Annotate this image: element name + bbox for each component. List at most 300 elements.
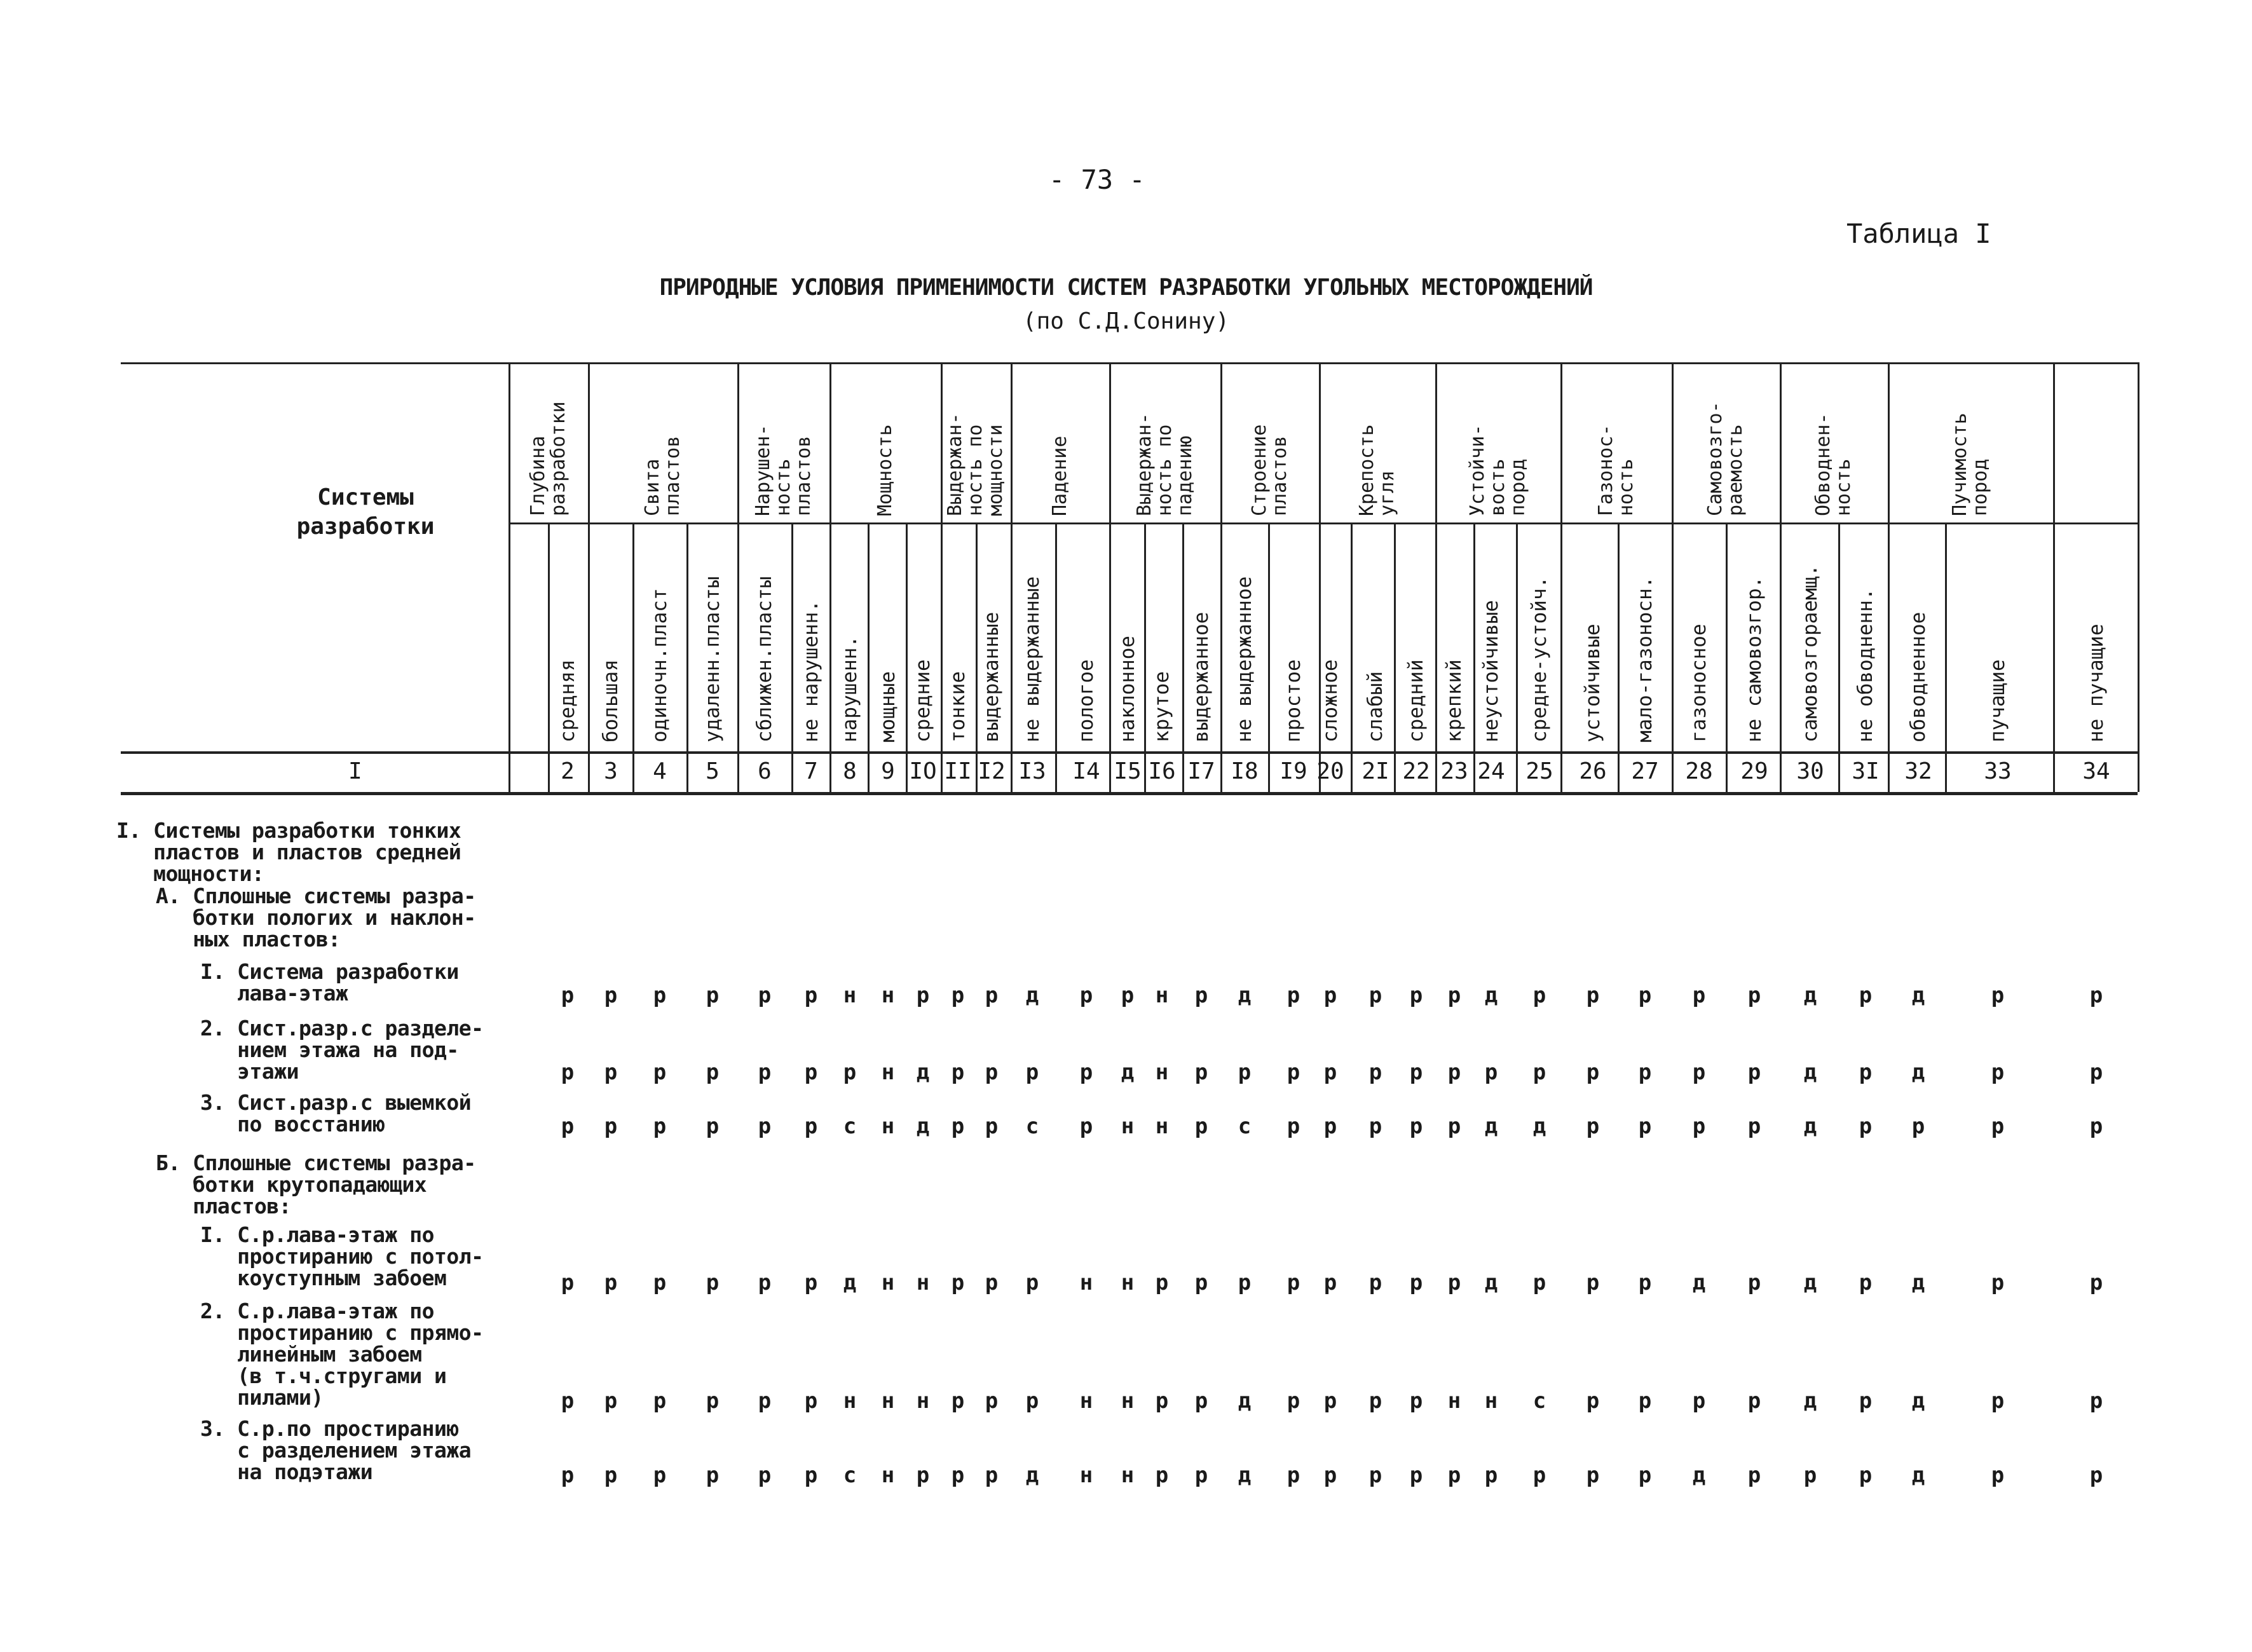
table-cell: р [1638, 983, 1652, 1008]
table-cell: д [916, 1114, 930, 1139]
table-cell: д [1692, 1270, 1706, 1295]
table-cell: д [916, 1060, 930, 1085]
sub-header: неустойчивые [1480, 600, 1503, 742]
table-cell: р [1155, 1463, 1169, 1488]
table-cell: р [1532, 1060, 1546, 1085]
column-number: I5 [1114, 758, 1142, 784]
table-cell: р [1194, 1060, 1208, 1085]
column-divider [1838, 522, 1840, 792]
table-cell: н [843, 1388, 857, 1414]
group-header: Газонос- ность [1594, 424, 1637, 516]
row-label: 3. С.р.по простиранию с разделением этажа на подэтажи [200, 1416, 472, 1484]
table-cell: р [1803, 1463, 1817, 1488]
table-cell: р [1194, 1114, 1208, 1139]
table-subtitle: (по С.Д.Сонину) [1022, 308, 1230, 334]
table-cell: р [1368, 1270, 1382, 1295]
column-divider [1394, 522, 1396, 792]
group-header: Свита пластов [641, 435, 684, 516]
sub-header: средний [1405, 659, 1428, 742]
table-cell: р [561, 1388, 575, 1414]
table-cell: р [758, 983, 772, 1008]
column-number: 6 [758, 758, 772, 784]
table-cell: д [1803, 1060, 1817, 1085]
table-cell: д [1803, 1114, 1817, 1139]
table-cell: р [2089, 1270, 2103, 1295]
group-header: Строение пластов [1248, 424, 1291, 516]
table-cell: р [1747, 1388, 1761, 1414]
column-divider [1435, 362, 1437, 792]
column-divider [1945, 522, 1947, 792]
column-number: I7 [1187, 758, 1215, 784]
table-cell: р [1484, 1463, 1498, 1488]
table-cell: р [758, 1270, 772, 1295]
table-cell: р [2089, 1463, 2103, 1488]
sub-header: сближен.пласты [753, 576, 776, 742]
table-cell: н [1447, 1388, 1461, 1414]
table-cell: р [916, 1463, 930, 1488]
page-number: - 73 - [1049, 164, 1145, 195]
column-divider [548, 522, 550, 792]
table-cell: р [604, 1463, 618, 1488]
table-cell: р [1409, 1114, 1423, 1139]
table-cell: р [1638, 1463, 1652, 1488]
table-cell: н [843, 983, 857, 1008]
sub-header: средне-устойч. [1528, 576, 1551, 742]
group-header: Устойчи- вость пород [1466, 424, 1529, 516]
table-cell: р [1368, 1060, 1382, 1085]
table-cell: р [1194, 1388, 1208, 1414]
sub-header: сложное [1319, 659, 1342, 742]
table-cell: н [1079, 1463, 1093, 1488]
table-cell: р [1692, 983, 1706, 1008]
table-cell: р [1859, 1114, 1873, 1139]
table-cell: р [1079, 983, 1093, 1008]
column-divider [1516, 522, 1518, 792]
table-cell: р [706, 1060, 720, 1085]
table-cell: с [1025, 1114, 1039, 1139]
table-label: Таблица I [1846, 218, 1991, 249]
column-divider [829, 362, 831, 792]
column-divider [2138, 362, 2139, 792]
sub-header: одиночн.пласт [648, 588, 671, 742]
table-cell: р [1859, 1060, 1873, 1085]
table-cell: д [1484, 983, 1498, 1008]
column-number: 9 [881, 758, 895, 784]
column-number: 27 [1631, 758, 1659, 784]
table-cell: р [951, 1060, 965, 1085]
table-cell: р [1025, 1270, 1039, 1295]
sub-header: средняя [556, 659, 579, 742]
sub-header: большая [599, 659, 622, 742]
group-header: Нарушен- ность пластов [751, 424, 815, 516]
table-cell: р [706, 1388, 720, 1414]
column-divider [632, 522, 634, 792]
table-cell: р [1323, 1388, 1337, 1414]
table-cell: д [1532, 1114, 1546, 1139]
column-divider [941, 362, 943, 792]
table-cell: р [1859, 1388, 1873, 1414]
sub-header: крутое [1150, 671, 1173, 742]
table-cell: н [881, 1388, 895, 1414]
column-number: 2I [1361, 758, 1389, 784]
table-cell: р [706, 1270, 720, 1295]
sub-header: газоносное [1688, 624, 1710, 742]
table-cell: р [1155, 1388, 1169, 1414]
column-number: I9 [1280, 758, 1307, 784]
table-cell: д [1692, 1463, 1706, 1488]
table-cell: р [1532, 983, 1546, 1008]
table-cell: р [1194, 1270, 1208, 1295]
table-cell: р [653, 983, 667, 1008]
table-cell: р [1286, 1060, 1300, 1085]
table-cell: н [1155, 983, 1169, 1008]
sub-header: мощные [877, 671, 899, 742]
table-cell: р [1155, 1270, 1169, 1295]
table-cell: р [706, 1114, 720, 1139]
table-cell: р [1991, 1463, 2005, 1488]
table-cell: р [1121, 983, 1135, 1008]
column-divider [1055, 522, 1057, 792]
table-cell: р [1447, 983, 1461, 1008]
numbers-bottom-rule [121, 792, 2138, 795]
column-divider [1888, 362, 1890, 792]
column-divider [1268, 522, 1270, 792]
table-cell: р [1747, 983, 1761, 1008]
group-header: Падение [1048, 435, 1071, 516]
row-label: I. С.р.лава-этаж по простиранию с потол- коуступным забоем [200, 1222, 484, 1290]
column-number: 28 [1685, 758, 1713, 784]
table-cell: р [1447, 1463, 1461, 1488]
sub-header: самовозгораемщ. [1799, 564, 1822, 742]
table-cell: р [951, 1270, 965, 1295]
table-cell: р [1286, 1270, 1300, 1295]
column-divider [1182, 522, 1184, 792]
sub-header: выдержанное [1190, 611, 1213, 742]
group-rule [508, 522, 2138, 524]
group-header: Самовозго- раемость [1704, 401, 1747, 516]
table-cell: р [1747, 1463, 1761, 1488]
table-cell: р [1859, 983, 1873, 1008]
table-cell: р [706, 983, 720, 1008]
table-cell: р [1991, 1270, 2005, 1295]
table-cell: р [1586, 1270, 1600, 1295]
table-cell: р [2089, 1388, 2103, 1414]
table-cell: р [1368, 983, 1382, 1008]
column-number: 7 [804, 758, 818, 784]
table-cell: с [1532, 1388, 1546, 1414]
sub-header: наклонное [1116, 636, 1139, 742]
column-number: 30 [1796, 758, 1824, 784]
column-divider [1618, 522, 1620, 792]
sub-header: не выдержанные [1021, 576, 1044, 742]
table-cell: р [1409, 1388, 1423, 1414]
table-cell: р [1532, 1270, 1546, 1295]
column-number: 26 [1579, 758, 1607, 784]
table-cell: р [804, 1060, 818, 1085]
table-cell: р [1286, 1114, 1300, 1139]
column-divider [791, 522, 793, 792]
table-cell: р [1025, 1388, 1039, 1414]
column-number: I8 [1231, 758, 1259, 784]
row-label: 2. Сист.разр.с разделе- нием этажа на под- этажи [200, 1016, 484, 1084]
table-cell: р [561, 983, 575, 1008]
column-number: I [348, 758, 362, 784]
column-divider [1726, 522, 1728, 792]
table-cell: р [1638, 1114, 1652, 1139]
table-cell: р [951, 1463, 965, 1488]
table-cell: р [653, 1270, 667, 1295]
column-divider [1109, 362, 1111, 792]
header-bottom-rule [121, 751, 2138, 754]
column-divider [868, 522, 870, 792]
table-cell: р [1859, 1463, 1873, 1488]
group-header: Обводнен- ность [1812, 413, 1855, 516]
column-number: 24 [1477, 758, 1505, 784]
group-header: Крепость угля [1355, 424, 1398, 516]
table-cell: с [843, 1114, 857, 1139]
group-header: Выдержан- ность по мощности [944, 413, 1007, 516]
column-number: 4 [653, 758, 667, 784]
column-number: I4 [1072, 758, 1100, 784]
table-cell: р [1323, 1060, 1337, 1085]
table-cell: р [758, 1388, 772, 1414]
table-cell: д [1911, 1388, 1925, 1414]
column-number: 3I [1852, 758, 1880, 784]
table-cell: р [653, 1463, 667, 1488]
table-cell: р [653, 1060, 667, 1085]
sub-header: не нарушенн. [800, 600, 822, 742]
table-cell: р [985, 983, 999, 1008]
table-cell: р [804, 983, 818, 1008]
table-cell: р [1859, 1270, 1873, 1295]
table-cell: р [1409, 1270, 1423, 1295]
column-divider [906, 522, 908, 792]
column-number: 32 [1904, 758, 1932, 784]
column-divider [1351, 522, 1353, 792]
table-cell: р [804, 1270, 818, 1295]
table-cell: р [951, 1388, 965, 1414]
sub-header: не пучащие [2085, 624, 2108, 742]
sub-header: выдержанные [980, 611, 1003, 742]
table-cell: р [604, 983, 618, 1008]
table-cell: д [1025, 1463, 1039, 1488]
table-cell: р [985, 1114, 999, 1139]
table-cell: д [1803, 983, 1817, 1008]
column-number: I2 [978, 758, 1006, 784]
table-cell: р [1286, 1463, 1300, 1488]
column-number: 2 [561, 758, 575, 784]
table-cell: с [1238, 1114, 1252, 1139]
table-cell: н [1121, 1388, 1135, 1414]
table-cell: р [804, 1388, 818, 1414]
table-cell: р [2089, 1114, 2103, 1139]
table-cell: р [1638, 1270, 1652, 1295]
column-number: 25 [1525, 758, 1553, 784]
systems-header: Системы разработки [296, 484, 435, 540]
table-cell: р [985, 1463, 999, 1488]
table-cell: д [1911, 1060, 1925, 1085]
table-cell: р [985, 1060, 999, 1085]
table-cell: н [1484, 1388, 1498, 1414]
table-cell: р [1025, 1060, 1039, 1085]
table-cell: д [1484, 1114, 1498, 1139]
table-cell: н [1121, 1114, 1135, 1139]
table-cell: р [1532, 1463, 1546, 1488]
table-cell: р [758, 1114, 772, 1139]
sub-header: обводненное [1907, 611, 1930, 742]
table-cell: н [1121, 1463, 1135, 1488]
row-label: I. Система разработки лава-этаж [200, 959, 459, 1006]
table-cell: р [758, 1060, 772, 1085]
column-divider [2053, 362, 2055, 792]
table-cell: р [1447, 1060, 1461, 1085]
sub-header: не выдержанное [1233, 576, 1256, 742]
table-cell: д [1803, 1388, 1817, 1414]
section-heading: I. Системы разработки тонких пластов и пластов средней мощности: [116, 818, 461, 886]
table-cell: р [1323, 1270, 1337, 1295]
table-cell: д [1803, 1270, 1817, 1295]
table-cell: н [1079, 1388, 1093, 1414]
section-heading: А. Сплошные системы разра- ботки пологих и наклон- ных пластов: [156, 884, 476, 952]
table-cell: н [1155, 1060, 1169, 1085]
table-cell: р [1747, 1270, 1761, 1295]
table-cell: р [561, 1060, 575, 1085]
table-cell: р [1368, 1388, 1382, 1414]
column-divider [1473, 522, 1475, 792]
table-cell: р [1586, 1388, 1600, 1414]
table-cell: р [604, 1270, 618, 1295]
table-cell: н [916, 1388, 930, 1414]
column-divider [1780, 362, 1782, 792]
table-cell: р [1409, 1060, 1423, 1085]
table-cell: н [881, 1060, 895, 1085]
table-cell: р [1286, 983, 1300, 1008]
table-cell: д [1121, 1060, 1135, 1085]
table-cell: р [1747, 1060, 1761, 1085]
table-cell: р [804, 1463, 818, 1488]
sub-header: нарушенн. [838, 636, 861, 742]
table-cell: н [881, 1270, 895, 1295]
table-cell: р [1447, 1114, 1461, 1139]
column-number: I3 [1018, 758, 1046, 784]
column-number: 29 [1740, 758, 1768, 784]
table-cell: р [1286, 1388, 1300, 1414]
sub-header: тонкие [946, 671, 969, 742]
group-header: Выдержан- ность по падению [1133, 413, 1196, 516]
column-number: 22 [1402, 758, 1430, 784]
column-number: 34 [2082, 758, 2110, 784]
row-label: 3. Сист.разр.с выемкой по восстанию [200, 1090, 472, 1137]
table-cell: р [561, 1114, 575, 1139]
table-cell: р [1194, 1463, 1208, 1488]
sub-header: пучащие [1986, 659, 2009, 742]
table-cell: р [2089, 1060, 2103, 1085]
table-cell: р [843, 1060, 857, 1085]
column-number: 8 [843, 758, 857, 784]
table-cell: р [804, 1114, 818, 1139]
group-header: Пучимость пород [1949, 413, 1991, 516]
table-cell: д [1025, 983, 1039, 1008]
column-divider [1672, 362, 1674, 792]
table-cell: р [1692, 1060, 1706, 1085]
table-cell: р [1238, 1060, 1252, 1085]
table-cell: р [706, 1463, 720, 1488]
table-cell: р [985, 1388, 999, 1414]
column-divider [1011, 362, 1013, 792]
sub-header: мало-газоносн. [1634, 576, 1656, 742]
table-cell: р [1692, 1114, 1706, 1139]
table-cell: р [1586, 1114, 1600, 1139]
table-cell: р [1323, 983, 1337, 1008]
table-cell: р [1638, 1060, 1652, 1085]
table-cell: р [2089, 983, 2103, 1008]
table-cell: р [1409, 1463, 1423, 1488]
table-cell: д [1238, 1463, 1252, 1488]
sub-header: устойчивые [1581, 624, 1604, 742]
table-cell: р [1586, 983, 1600, 1008]
table-cell: р [1991, 1114, 2005, 1139]
table-cell: р [1692, 1388, 1706, 1414]
column-divider [1560, 362, 1562, 792]
table-cell: р [1484, 1060, 1498, 1085]
table-cell: р [985, 1270, 999, 1295]
column-number: IO [909, 758, 937, 784]
table-cell: р [604, 1060, 618, 1085]
table-cell: н [881, 1463, 895, 1488]
column-divider [976, 522, 978, 792]
column-number: 3 [604, 758, 618, 784]
table-cell: р [1194, 983, 1208, 1008]
table-cell: р [951, 983, 965, 1008]
table-cell: р [1991, 1060, 2005, 1085]
table-cell: д [1238, 983, 1252, 1008]
table-cell: д [1484, 1270, 1498, 1295]
table-cell: р [1586, 1463, 1600, 1488]
table-cell: р [1323, 1114, 1337, 1139]
table-cell: р [1079, 1060, 1093, 1085]
table-cell: д [1911, 1463, 1925, 1488]
table-cell: н [881, 1114, 895, 1139]
table-cell: р [758, 1463, 772, 1488]
table-cell: р [653, 1388, 667, 1414]
column-number: 23 [1440, 758, 1468, 784]
sub-header: не обводненн. [1854, 588, 1877, 742]
table-cell: р [1368, 1114, 1382, 1139]
table-cell: д [1911, 1270, 1925, 1295]
column-divider [686, 522, 688, 792]
column-number: 5 [706, 758, 720, 784]
table-cell: р [653, 1114, 667, 1139]
column-divider [508, 362, 510, 792]
column-number: 20 [1316, 758, 1344, 784]
table-cell: р [1991, 983, 2005, 1008]
table-cell: р [1238, 1270, 1252, 1295]
table-cell: р [1747, 1114, 1761, 1139]
column-number: 33 [1984, 758, 2012, 784]
table-cell: р [561, 1270, 575, 1295]
table-cell: р [1911, 1114, 1925, 1139]
table-cell: д [843, 1270, 857, 1295]
table-cell: р [1079, 1114, 1093, 1139]
table-cell: р [916, 983, 930, 1008]
table-cell: р [951, 1114, 965, 1139]
table-cell: н [1079, 1270, 1093, 1295]
sub-header: пологое [1075, 659, 1098, 742]
table-cell: р [604, 1114, 618, 1139]
sub-header: крепкий [1443, 659, 1466, 742]
table-cell: р [1409, 983, 1423, 1008]
column-divider [737, 362, 739, 792]
